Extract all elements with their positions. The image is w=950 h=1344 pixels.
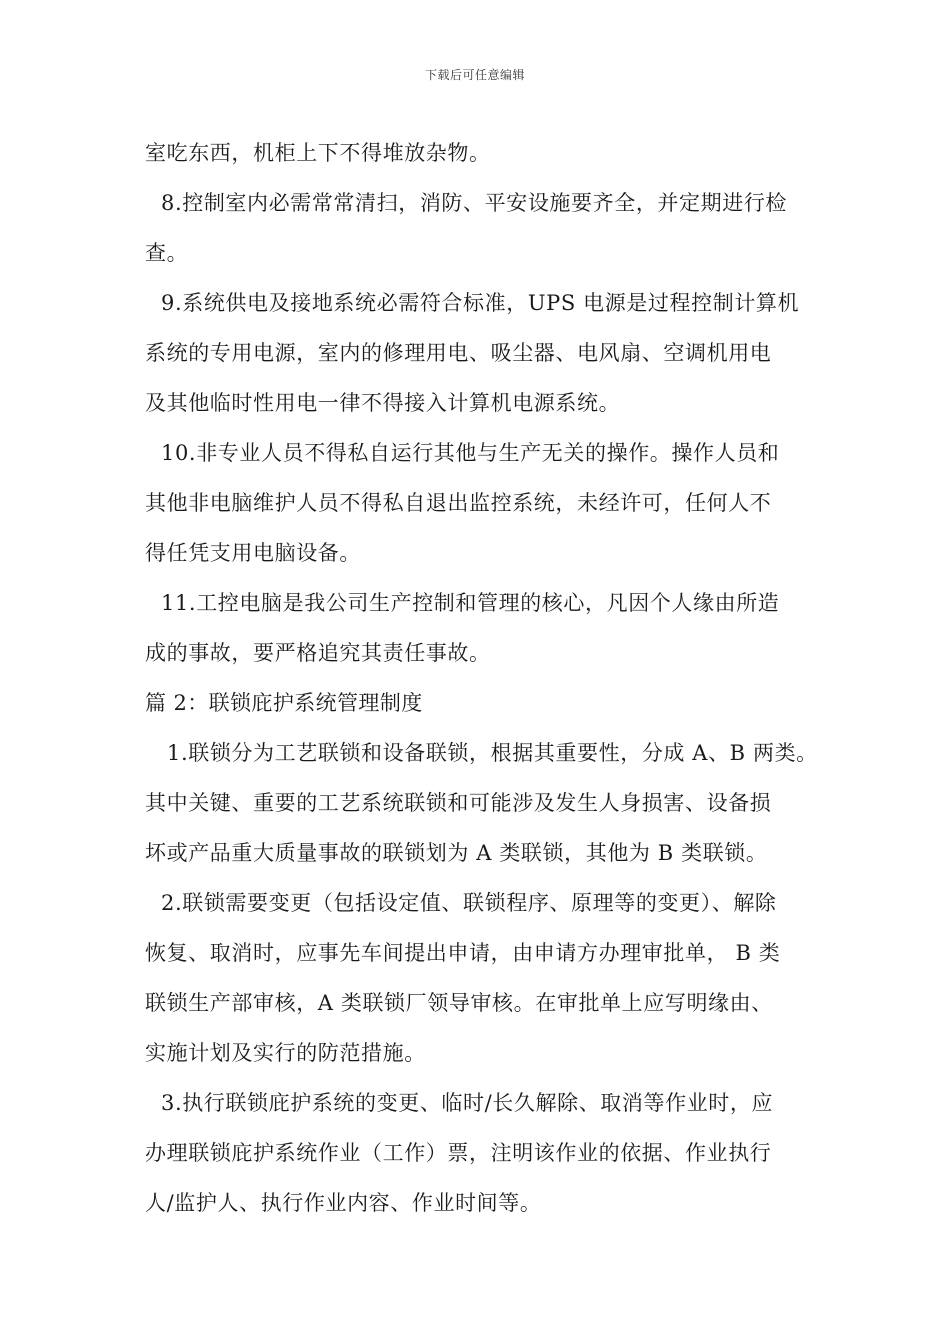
text-line: 其中关键、重要的工艺系统联锁和可能涉及发生人身损害、设备损 — [145, 791, 772, 815]
document-body — [145, 128, 825, 1228]
text-line: 查。 — [145, 241, 189, 265]
list-item-8: 8.控制室内必需常常清扫，消防、平安设施要齐全，并定期进行检 — [161, 191, 788, 215]
page-header: 下载后可任意编辑 — [424, 68, 525, 82]
list-item-3: 3.执行联锁庇护系统的变更、临时/长久解除、取消等作业时，应 — [161, 1091, 774, 1115]
text-line: 坏或产品重大质量事故的联锁划为 A 类联锁，其他为 B 类联锁。 — [145, 841, 768, 865]
text-line: 人/监护人、执行作业内容、作业时间等。 — [145, 1191, 542, 1215]
text-line: 恢复、取消时，应事先车间提出申请，由申请方办理审批单， B 类 — [145, 941, 781, 965]
text-line: 室吃东西，机柜上下不得堆放杂物。 — [145, 141, 491, 165]
section-heading: 篇 2：联锁庇护系统管理制度 — [145, 691, 423, 715]
text-line: 得任凭支用电脑设备。 — [145, 541, 361, 565]
text-line: 联锁生产部审核，A 类联锁厂领导审核。在审批单上应写明缘由、 — [145, 991, 773, 1015]
text-line: 办理联锁庇护系统作业（工作）票，注明该作业的依据、作业执行 — [145, 1141, 772, 1165]
text-line: 及其他临时性用电一律不得接入计算机电源系统。 — [145, 391, 621, 415]
text-line: 成的事故，要严格追究其责任事故。 — [145, 641, 491, 665]
list-item-2: 2.联锁需要变更（包括设定值、联锁程序、原理等的变更）、解除 — [161, 891, 777, 915]
text-line: 其他非电脑维护人员不得私自退出监控系统，未经许可，任何人不 — [145, 491, 772, 515]
list-item-10: 10.非专业人员不得私自运行其他与生产无关的操作。操作人员和 — [161, 441, 780, 465]
list-item-11: 11.工控电脑是我公司生产控制和管理的核心，凡因个人缘由所造 — [161, 591, 780, 615]
text-line: 系统的专用电源，室内的修理用电、吸尘器、电风扇、空调机用电 — [145, 341, 772, 365]
list-item-1: 1.联锁分为工艺联锁和设备联锁，根据其重要性，分成 A、B 两类。 — [167, 741, 818, 765]
list-item-9: 9.系统供电及接地系统必需符合标准，UPS 电源是过程控制计算机 — [161, 291, 800, 315]
text-line: 实施计划及实行的防范措施。 — [145, 1041, 426, 1065]
